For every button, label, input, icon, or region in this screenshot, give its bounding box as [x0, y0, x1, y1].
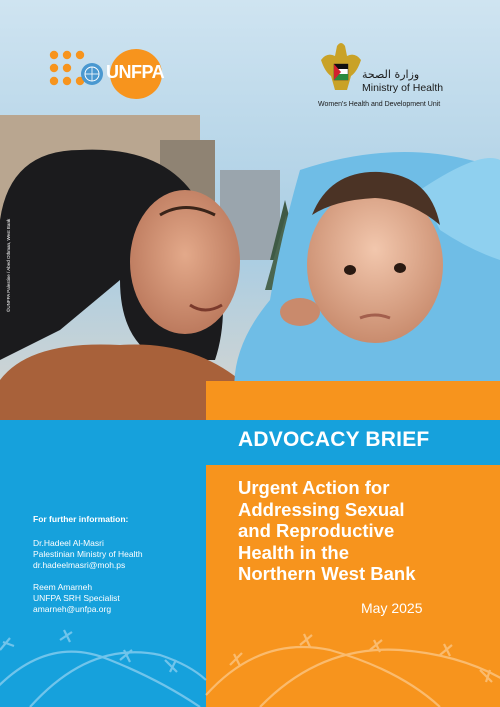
ministry-unit-name: Women's Health and Development Unit: [318, 101, 441, 108]
contact-heading: For further information:: [33, 514, 129, 524]
headline-line: Addressing Sexual: [238, 498, 405, 520]
headline-line: and Reproductive: [238, 520, 395, 541]
contact-email[interactable]: amarneh@unfpa.org: [33, 604, 112, 614]
orange-accent-strip: [206, 381, 500, 421]
photo-credit: ©UNFPA Palestine / Abed Othman, West Bank: [6, 218, 11, 312]
headline-line: Health in the: [238, 541, 350, 563]
publication-date: May 2025: [361, 600, 423, 616]
contact-info: [33, 514, 143, 626]
headline-line: Northern West Bank: [238, 563, 416, 584]
contact-org: Palestinian Ministry of Health: [33, 549, 143, 559]
contact-person-2: [33, 582, 143, 615]
ministry-english-name: Ministry of Health: [362, 82, 444, 94]
contact-person-1: [33, 538, 143, 571]
barbed-wire-decoration: [0, 620, 500, 707]
contact-name: Reem Amarneh: [33, 582, 93, 592]
ministry-arabic-name: وزارة الصحة: [362, 68, 420, 81]
advocacy-brief-label: ADVOCACY BRIEF: [238, 428, 430, 451]
contact-name: Dr.Hadeel Al-Masri: [33, 538, 104, 548]
headline: [238, 477, 478, 585]
headline-line: Urgent Action for: [238, 477, 390, 498]
contact-email[interactable]: dr.hadeelmasri@moh.ps: [33, 560, 126, 570]
contact-org: UNFPA SRH Specialist: [33, 593, 120, 603]
unfpa-wordmark: UNFPA: [106, 62, 165, 82]
